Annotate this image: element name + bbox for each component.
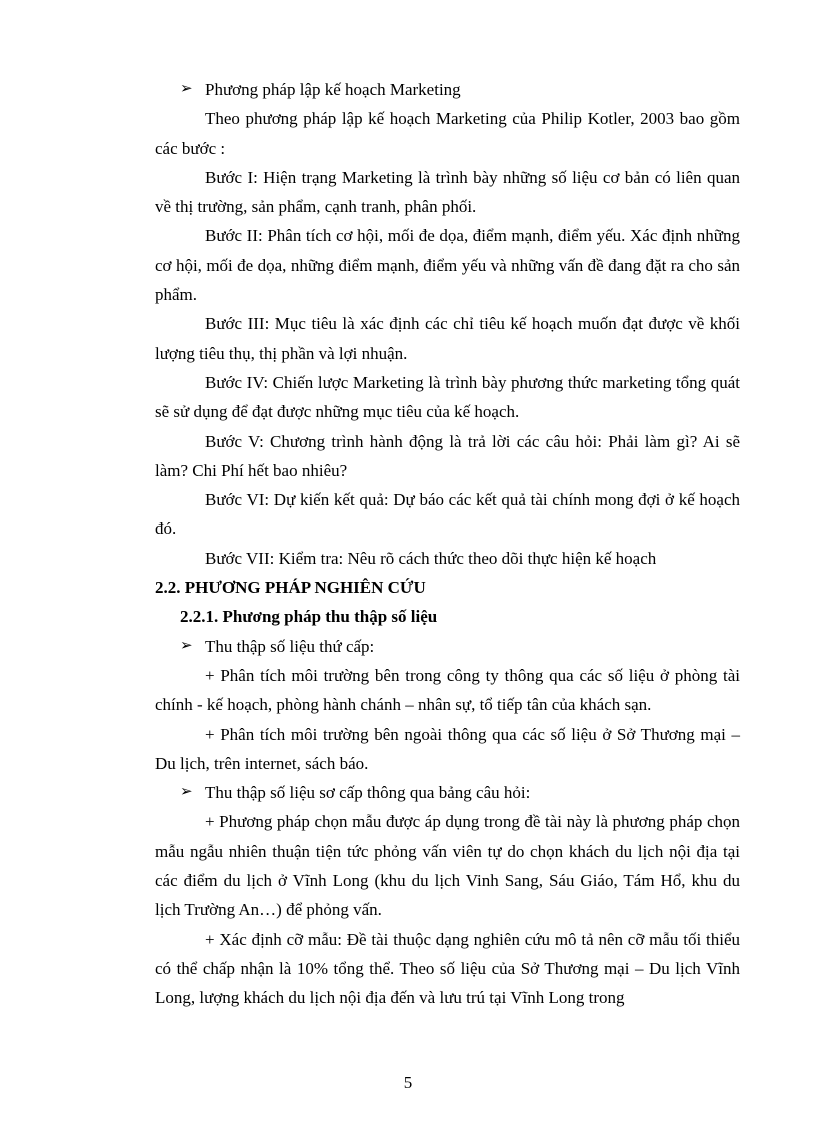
- section-heading: 2.2. PHƯƠNG PHÁP NGHIÊN CỨU: [155, 578, 426, 598]
- page-body: [155, 75, 740, 1013]
- arrow-bullet-icon: ➢: [180, 81, 193, 97]
- bullet-secondary-data: [155, 632, 740, 661]
- paragraph-sampling-method: + Phương pháp chọn mẫu được áp dụng trong đề tài này là phương pháp chọn mẫu ngẫu nhiên thuận tiện tức phỏng vấn viên tự do chọn khách du lịch nội địa tại các điểm du lịch ở Vĩnh Long (khu du lịch Vinh Sang, Sáu Giáo, Tám Hổ, khu du lịch Trường An…) để phỏng vấn.: [155, 812, 740, 920]
- arrow-bullet-icon: ➢: [180, 637, 193, 654]
- bullet-text: Phương pháp lập kế hoạch Marketing: [205, 80, 461, 99]
- arrow-bullet-icon: ➢: [180, 784, 193, 801]
- paragraph-step-5: Bước V: Chương trình hành động là trả lời các câu hỏi: Phải làm gì? Ai sẽ làm? Chi Phí hết bao nhiêu?: [155, 431, 740, 480]
- paragraph-step-6: Bước VI: Dự kiến kết quả: Dự báo các kết quả tài chính mong đợi ở kế hoạch đó.: [155, 490, 740, 539]
- paragraph-step-1: Bước I: Hiện trạng Marketing là trình bày những số liệu cơ bản có liên quan về thị trường, sản phẩm, cạnh tranh, phân phối.: [155, 167, 740, 217]
- bullet-primary-data: [155, 778, 740, 807]
- paragraph-sample-size: + Xác định cỡ mẫu: Đề tài thuộc dạng nghiên cứu mô tả nên cỡ mẫu tối thiểu có thể chấp nhận là 10% tổng thể. Theo số liệu của Sở Thương mại – Du lịch Vĩnh Long, lượng khách du lịch nội địa đến và lưu trú tại Vĩnh Long trong: [155, 929, 740, 1008]
- bullet-text: Thu thập số liệu thứ cấp:: [205, 636, 375, 656]
- paragraph-step-3: Bước III: Mục tiêu là xác định các chỉ tiêu kế hoạch muốn đạt được về khối lượng tiêu thụ, thị phần và lợi nhuận.: [155, 314, 740, 363]
- paragraph-step-2: Bước II: Phân tích cơ hội, mối đe dọa, điểm mạnh, điểm yếu. Xác định những cơ hội, mối đe dọa, những điểm mạnh, điểm yếu và những vấn đề đang đặt ra cho sản phẩm.: [155, 226, 740, 305]
- subsection-heading: 2.2.1. Phương pháp thu thập số liệu: [180, 607, 438, 627]
- paragraph-step-7: Bước VII: Kiểm tra: Nêu rõ cách thức theo dõi thực hiện kế hoạch: [205, 548, 657, 568]
- paragraph-step-4: Bước IV: Chiến lược Marketing là trình bày phương thức marketing tổng quát sẽ sử dụng để đạt được những mục tiêu của kế hoạch.: [155, 372, 740, 422]
- paragraph-intro: Theo phương pháp lập kế hoạch Marketing của Philip Kotler, 2003 bao gồm các bước :: [155, 109, 740, 158]
- page-number: 5: [403, 1073, 413, 1092]
- paragraph-internal-analysis: + Phân tích môi trường bên trong công ty thông qua các số liệu ở phòng tài chính - kế hoạch, phòng hành chánh – nhân sự, tổ tiếp tân của khách sạn.: [155, 665, 740, 715]
- bullet-text: Thu thập số liệu sơ cấp thông qua bảng câu hỏi:: [205, 783, 531, 803]
- bullet-marketing-method: [155, 75, 740, 104]
- paragraph-external-analysis: + Phân tích môi trường bên ngoài thông qua các số liệu ở Sở Thương mại – Du lịch, trên internet, sách báo.: [155, 724, 740, 773]
